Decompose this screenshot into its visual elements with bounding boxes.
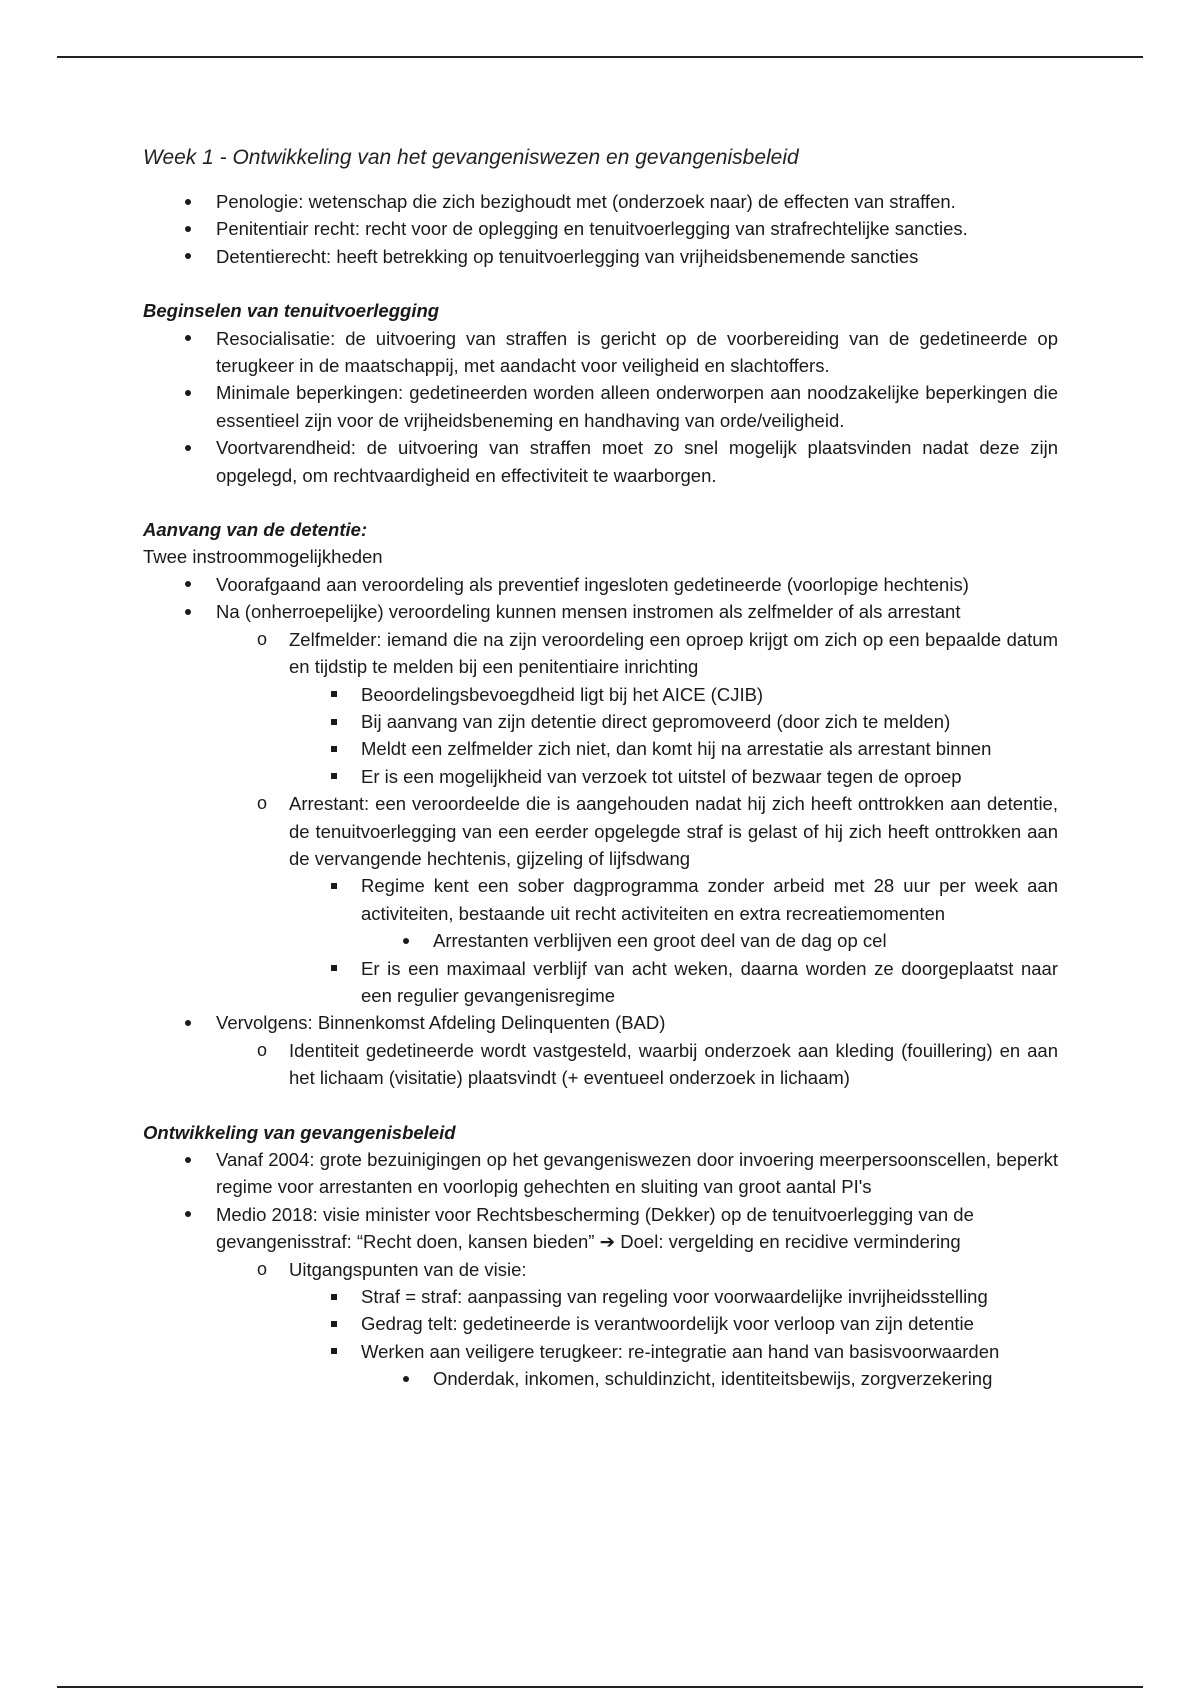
list-item: Werken aan veiligere terugkeer: re-integratie aan hand van basisvoorwaarden	[143, 1338, 1058, 1365]
spacer	[143, 270, 1058, 297]
list-item: Vanaf 2004: grote bezuinigingen op het gevangeniswezen door invoering meerpersoonscellen, beperkt regime voor arrestanten en voorlopig gehechten en sluiting van groot aantal PI's	[143, 1146, 1058, 1201]
bullet-icon	[181, 188, 195, 215]
list-item: o Uitgangspunten van de visie:	[143, 1256, 1058, 1283]
bottom-rule	[57, 1686, 1143, 1688]
circle-bullet-icon: o	[256, 1258, 267, 1279]
list-item: Resocialisatie: de uitvoering van straffen is gericht op de voorbereiding van de gedetineerde op terugkeer in de maatschappij, met aandacht voor veiligheid en slachtoffers.	[143, 325, 1058, 380]
list-item: o Identiteit gedetineerde wordt vastgesteld, waarbij onderzoek aan kleding (fouillering) en aan het lichaam (visitatie) plaatsvindt (+ eventueel onderzoek in lichaam)	[143, 1037, 1058, 1092]
list-item: Voortvarendheid: de uitvoering van straffen moet zo snel mogelijk plaatsvinden nadat deze zijn opgelegd, om rechtvaardigheid en effectiviteit te waarborgen.	[143, 434, 1058, 489]
bullet-icon	[181, 1201, 195, 1228]
bullet-icon	[181, 571, 195, 598]
aanvang-list	[143, 571, 1058, 1092]
list-item: Er is een maximaal verblijf van acht weken, daarna worden ze doorgeplaatst naar een regulier gevangenisregime	[143, 955, 1058, 1010]
top-rule	[57, 56, 1143, 58]
square-bullet-icon	[327, 735, 341, 762]
square-bullet-icon	[327, 1338, 341, 1365]
list-item: o Arrestant: een veroordeelde die is aangehouden nadat hij zich heeft onttrokken aan detentie, de tenuitvoerlegging van een eerder opgelegde straf is gelast of hij zich heeft onttrokken aan de vervangende hechtenis, gijzeling of lijfsdwang	[143, 790, 1058, 872]
bullet-icon	[181, 1009, 195, 1036]
section-heading-ontwikkeling: Ontwikkeling van gevangenisbeleid	[143, 1121, 456, 1143]
circle-bullet-icon: o	[256, 1039, 267, 1060]
bullet-icon	[399, 927, 413, 954]
section-subline: Twee instroommogelijkheden	[143, 546, 383, 568]
bullet-icon	[181, 243, 195, 270]
list-item: Meldt een zelfmelder zich niet, dan komt hij na arrestatie als arrestant binnen	[143, 735, 1058, 762]
list-item: Straf = straf: aanpassing van regeling voor voorwaardelijke invrijheidsstelling	[143, 1283, 1058, 1310]
intro-list	[143, 188, 1058, 270]
square-bullet-icon	[327, 1283, 341, 1310]
section-heading-beginselen: Beginselen van tenuitvoerlegging	[143, 300, 440, 322]
list-item: Medio 2018: visie minister voor Rechtsbescherming (Dekker) op de tenuitvoerlegging van de gevangenisstraf: “Recht doen, kansen bieden” ➔ Doel: vergelding en recidive vermindering	[143, 1201, 1058, 1256]
circle-bullet-icon: o	[256, 628, 267, 649]
list-item: Penitentiair recht: recht voor de oplegging en tenuitvoerlegging van strafrechtelijke sancties.	[143, 215, 1058, 242]
list-item: Penologie: wetenschap die zich bezighoudt met (onderzoek naar) de effecten van straffen.	[143, 188, 1058, 215]
document-body	[143, 144, 1058, 1393]
list-item: Vervolgens: Binnenkomst Afdeling Delinquenten (BAD)	[143, 1009, 1058, 1036]
list-item: Arrestanten verblijven een groot deel van de dag op cel	[143, 927, 1058, 954]
page-title: Week 1 - Ontwikkeling van het gevangeniswezen en gevangenisbeleid	[143, 146, 799, 169]
square-bullet-icon	[327, 708, 341, 735]
spacer	[143, 489, 1058, 516]
square-bullet-icon	[327, 955, 341, 982]
spacer	[143, 1092, 1058, 1119]
square-bullet-icon	[327, 872, 341, 899]
list-item: Gedrag telt: gedetineerde is verantwoordelijk voor verloop van zijn detentie	[143, 1310, 1058, 1337]
list-item: Beoordelingsbevoegdheid ligt bij het AICE (CJIB)	[143, 681, 1058, 708]
bullet-icon	[181, 598, 195, 625]
bullet-icon	[181, 434, 195, 461]
list-item: Detentierecht: heeft betrekking op tenuitvoerlegging van vrijheidsbenemende sancties	[143, 243, 1058, 270]
ontwikkeling-list	[143, 1146, 1058, 1393]
beginselen-list	[143, 325, 1058, 489]
list-item: o Zelfmelder: iemand die na zijn veroordeling een oproep krijgt om zich op een bepaalde datum en tijdstip te melden bij een penitentiaire inrichting	[143, 626, 1058, 681]
square-bullet-icon	[327, 681, 341, 708]
section-heading-aanvang: Aanvang van de detentie:	[143, 519, 368, 541]
list-item: Er is een mogelijkheid van verzoek tot uitstel of bezwaar tegen de oproep	[143, 763, 1058, 790]
arrow-right-icon: ➔	[599, 1231, 616, 1253]
bullet-icon	[399, 1365, 413, 1392]
list-item: Na (onherroepelijke) veroordeling kunnen mensen instromen als zelfmelder of als arrestant	[143, 598, 1058, 625]
bullet-icon	[181, 379, 195, 406]
circle-bullet-icon: o	[256, 793, 267, 814]
list-item: Onderdak, inkomen, schuldinzicht, identiteitsbewijs, zorgverzekering	[143, 1365, 1058, 1392]
bullet-icon	[181, 215, 195, 242]
list-item: Bij aanvang van zijn detentie direct gepromoveerd (door zich te melden)	[143, 708, 1058, 735]
list-item: Voorafgaand aan veroordeling als preventief ingesloten gedetineerde (voorlopige hechtenis)	[143, 571, 1058, 598]
bullet-icon	[181, 325, 195, 352]
bullet-icon	[181, 1146, 195, 1173]
square-bullet-icon	[327, 1310, 341, 1337]
list-item: Regime kent een sober dagprogramma zonder arbeid met 28 uur per week aan activiteiten, bestaande uit recht activiteiten en extra recreatiemomenten	[143, 872, 1058, 927]
square-bullet-icon	[327, 763, 341, 790]
list-item: Minimale beperkingen: gedetineerden worden alleen onderworpen aan noodzakelijke beperkingen die essentieel zijn voor de vrijheidsbeneming en handhaving van orde/veiligheid.	[143, 379, 1058, 434]
